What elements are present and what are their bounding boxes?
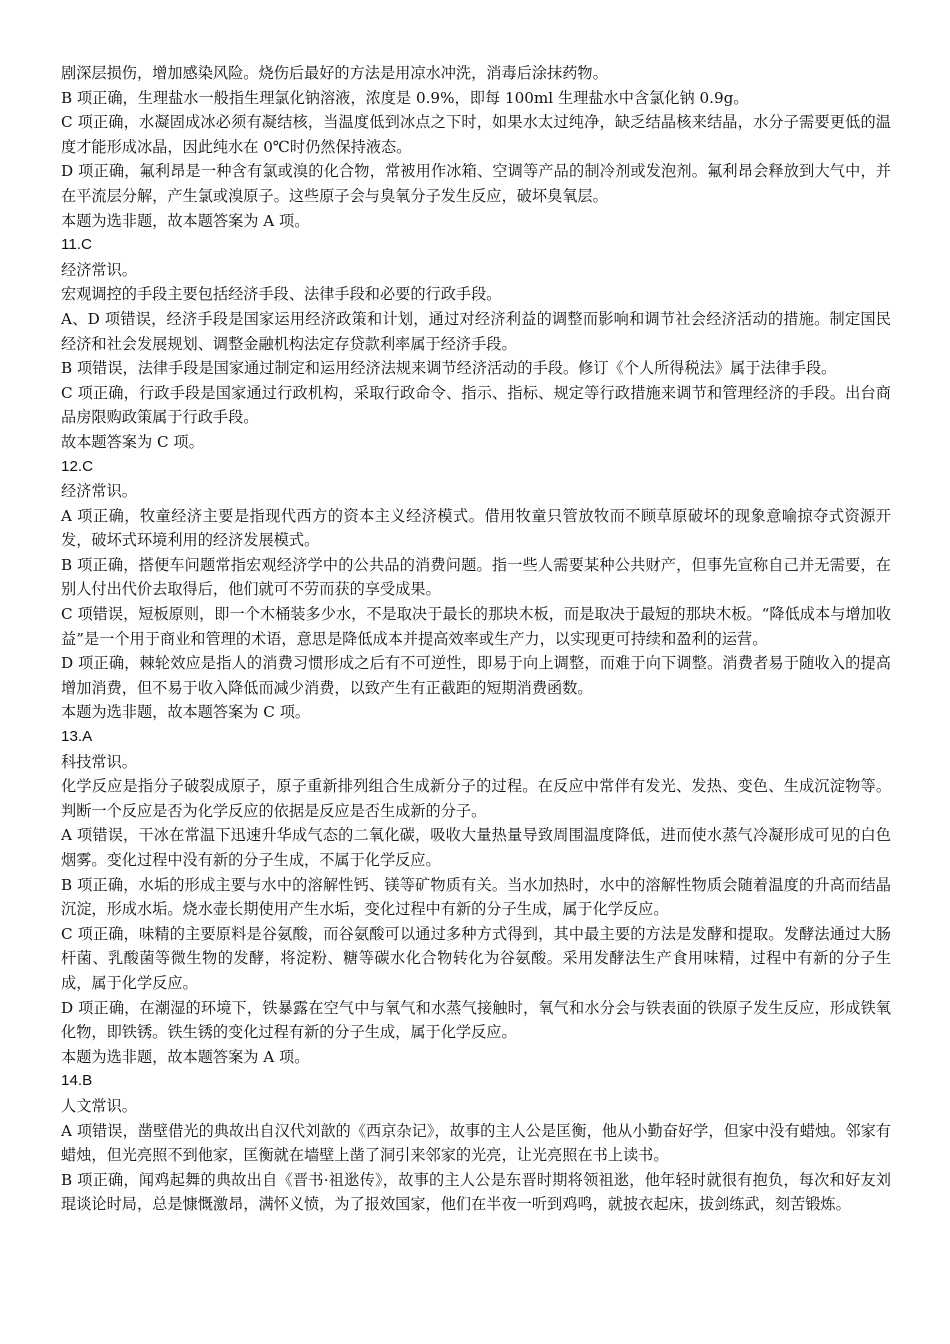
paragraph-option-c-13: C 项正确，味精的主要原料是谷氨酸，而谷氨酸可以通过多种方式得到，其中最主要的方法是发酵和提取。发酵法通过大肠杆菌、乳酸菌等微生物的发酵，将淀粉、糖等碳水化合物转化为谷氨酸。采用发酵法生产食用味精，过程中有新的分子生成，属于化学反应。 [61,924,891,992]
paragraph-option-b-11: B 项错误，法律手段是国家通过制定和运用经济法规来调节经济活动的手段。修订《个人所得税法》属于法律手段。 [61,359,837,378]
paragraph-option-d-freon: D 项正确，氟利昂是一种含有氯或溴的化合物，常被用作冰箱、空调等产品的制冷剂或发泡剂。氟利昂会释放到大气中，并在平流层分解，产生氯或溴原子。这些原子会与臭氧分子发生反应，破坏臭氧层。 [61,162,891,205]
paragraph-option-a-12: A 项正确，牧童经济主要是指现代西方的资本主义经济模式。借用牧童只管放牧而不顾草原破坏的现象意喻掠夺式资源开发，破坏式环境利用的经济发展模式。 [61,506,891,550]
question-number-11: 11.C [61,236,92,254]
paragraph-burn-continuation: 剧深层损伤，增加感染风险。烧伤后最好的方法是用凉水冲洗，消毒后涂抹药物。 [61,64,608,82]
paragraph-option-c-12: C 项错误，短板原则，即一个木桶装多少水，不是取决于最长的那块木板，而是取决于最短的那块木板。“降低成本与增加收益”是一个用于商业和管理的术语，意思是降低成本并提高效率或生产力，以实现更可持续和盈利的运营。 [61,605,891,648]
paragraph-option-a-14: A 项错误，凿壁借光的典故出自汉代刘歆的《西京杂记》，故事的主人公是匡衡，他从小勤奋好学，但家中没有蜡烛。邻家有蜡烛，但光亮照不到他家，匡衡就在墙壁上凿了洞引来邻家的光亮，让光亮照在书上读书。 [61,1121,891,1165]
paragraph-option-b-12: B 项正确，搭便车问题常指宏观经济学中的公共品的消费问题。指一些人需要某种公共财产，但事先宣称自己并无需要，在别人付出代价去取得后，他们就可不劳而获的享受成果。 [61,555,891,599]
paragraph-option-c-ice: C 项正确，水凝固成冰必须有凝结核，当温度低到冰点之下时，如果水太过纯净，缺乏结晶核来结晶，水分子需要更低的温度才能形成冰晶，因此纯水在 0℃时仍然保持液态。 [61,113,891,156]
paragraph-category-13: 科技常识。 [61,752,137,771]
paragraph-category-14: 人文常识。 [61,1096,137,1115]
paragraph-answer-12: 本题为选非题，故本题答案为 C 项。 [61,703,311,722]
question-number-13: 13.A [61,728,93,746]
paragraph-category-11: 经济常识。 [61,260,137,279]
paragraph-intro-11: 宏观调控的手段主要包括经济手段、法律手段和必要的行政手段。 [61,285,502,304]
paragraph-answer-10: 本题为选非题，故本题答案为 A 项。 [61,211,310,230]
paragraph-option-b-13: B 项正确，水垢的形成主要与水中的溶解性钙、镁等矿物质有关。当水加热时，水中的溶解性物质会随着温度的升高而结晶沉淀，形成水垢。烧水壶长期使用产生水垢，变化过程中有新的分子生成，属于化学反应。 [61,875,891,919]
paragraph-option-d-13: D 项正确，在潮湿的环境下，铁暴露在空气中与氧气和水蒸气接触时，氧气和水分会与铁表面的铁原子发生反应，形成铁氧化物，即铁锈。铁生锈的变化过程有新的分子生成，属于化学反应。 [61,998,891,1042]
question-number-14: 14.B [61,1072,93,1090]
paragraph-option-a-13: A 项错误，干冰在常温下迅速升华成气态的二氧化碳，吸收大量热量导致周围温度降低，进而使水蒸气冷凝形成可见的白色烟雾。变化过程中没有新的分子生成，不属于化学反应。 [61,826,891,869]
paragraph-option-b-14: B 项正确，闻鸡起舞的典故出自《晋书·祖逖传》，故事的主人公是东晋时期将领祖逖，他年轻时就很有抱负，每次和好友刘琨谈论时局，总是慷慨激昂，满怀义愤，为了报效国家，他们在半夜一听到鸡鸣，就披衣起床，拔剑练武，刻苦锻炼。 [61,1170,891,1214]
document-page [61,61,891,1217]
paragraph-answer-11: 故本题答案为 C 项。 [61,432,204,451]
paragraph-intro-13: 化学反应是指分子破裂成原子，原子重新排列组合生成新分子的过程。在反应中常伴有发光、发热、变色、生成沉淀物等。判断一个反应是否为化学反应的依据是反应是否生成新的分子。 [61,777,891,820]
paragraph-option-ad-11: A、D 项错误，经济手段是国家运用经济政策和计划，通过对经济利益的调整而影响和调节社会经济活动的措施。制定国民经济和社会发展规划、调整金融机构法定存贷款利率属于经济手段。 [61,309,891,353]
paragraph-option-d-12: D 项正确，棘轮效应是指人的消费习惯形成之后有不可逆性，即易于向上调整，而难于向下调整。消费者易于随收入的提高增加消费，但不易于收入降低而减少消费，以致产生有正截距的短期消费函数。 [61,654,891,697]
paragraph-option-b-saline: B 项正确，生理盐水一般指生理氯化钠溶液，浓度是 0.9%，即每 100ml 生理盐水中含氯化钠 0.9g。 [61,88,749,107]
paragraph-option-c-11: C 项正确，行政手段是国家通过行政机构，采取行政命令、指示、指标、规定等行政措施来调节和管理经济的手段。出台商品房限购政策属于行政手段。 [61,383,891,427]
paragraph-answer-13: 本题为选非题，故本题答案为 A 项。 [61,1047,310,1066]
paragraph-category-12: 经济常识。 [61,482,137,501]
question-number-12: 12.C [61,457,94,475]
